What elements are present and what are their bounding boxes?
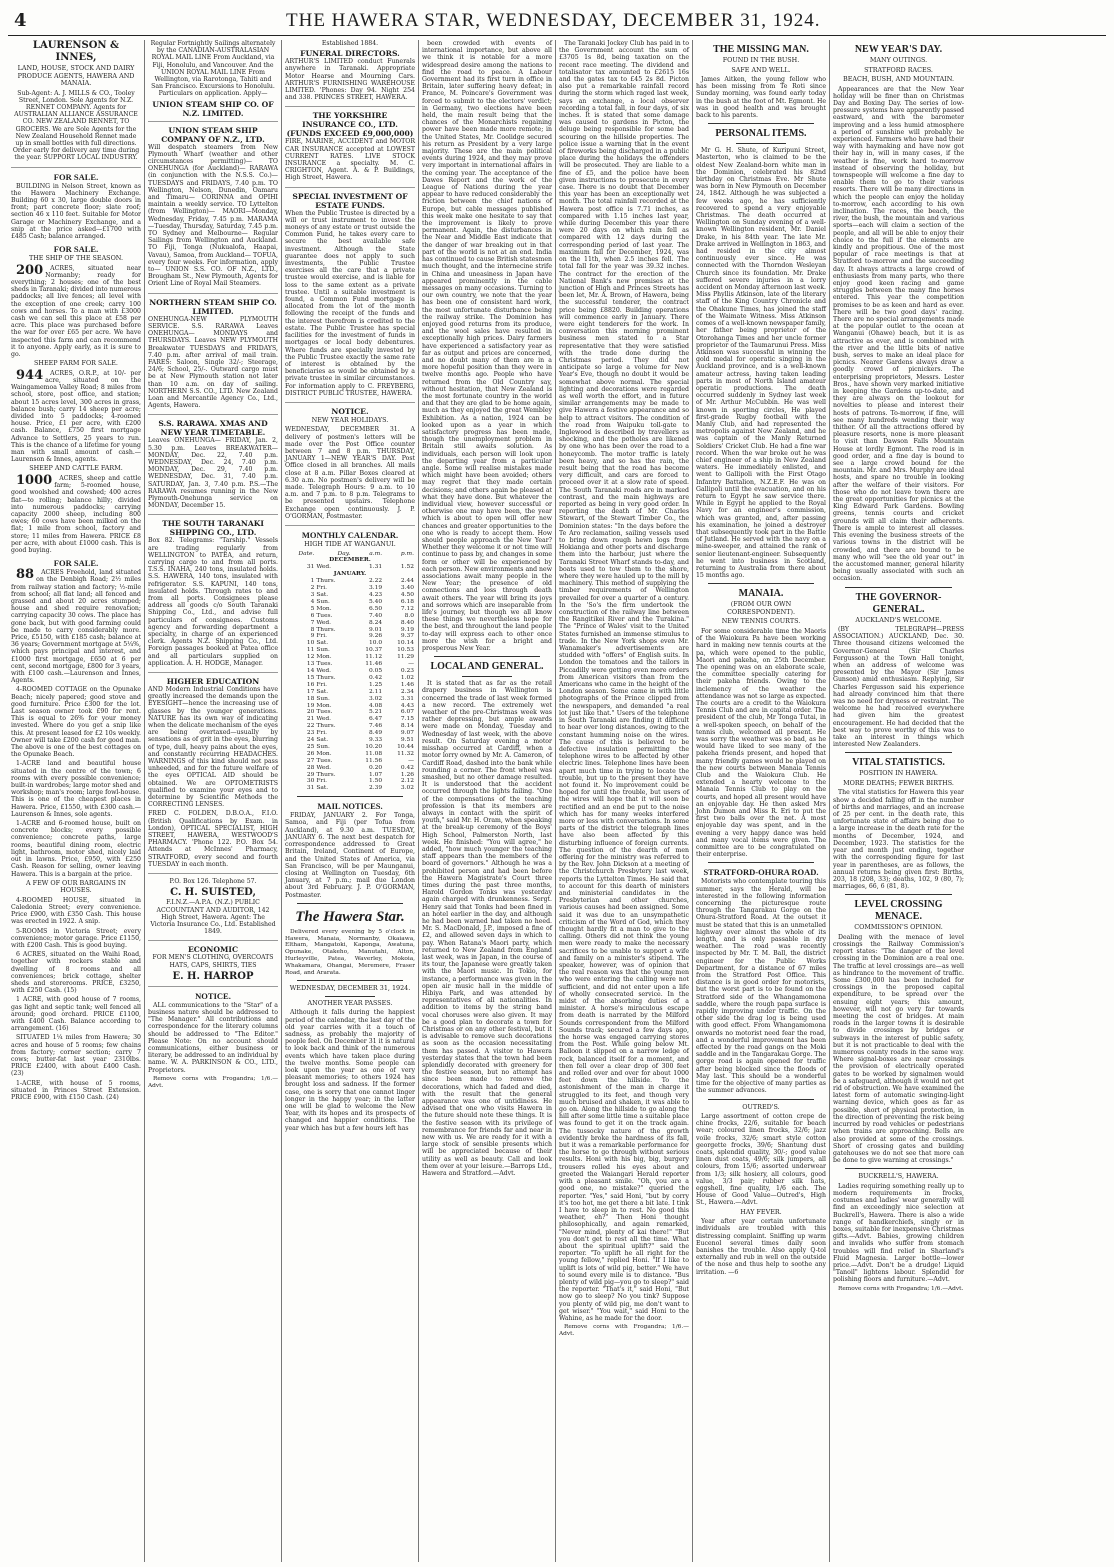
ad-title: S.S. RARAWA. XMAS AND NEW YEAR TIMETABLE. [158, 419, 268, 438]
tide-row [285, 709, 415, 716]
newyear-subheading: BEACH, BUSH, AND MOUNTAIN. [843, 75, 954, 83]
tide-row [285, 585, 415, 592]
acre-number: 200 [16, 262, 44, 278]
tide-cell: 6.18 [400, 598, 414, 605]
tide-row [285, 633, 415, 640]
tide-cell: 15 [306, 674, 315, 681]
tide-cell: 10.20 [365, 743, 383, 750]
ad-title: SPECIAL INVESTMENT OF ESTATE FUNDS. [292, 191, 408, 210]
column-2 [145, 40, 282, 1562]
tide-cell: 0.23 [400, 667, 414, 674]
ad-text: ARTHUR'S LIMITED conduct Funerals anywhere in Taranaki. Appropriate Motor Hearse and Mourning Cars. ARTHUR'S FURNISHING WAREHOUSE LIMITED. 'Phones: Day 94. Night 254 and 338. PRINCES STREET, HAWERA. [285, 58, 415, 102]
ad-text: ONEHUNGA-NEW PLYMOUTH SERVICE. S.S. RARAWA Leaves ONEHUNGA— MONDAYS and THURSDAYS. Leaves NEW PLYMOUTH Breakwater TUESDAYS and FRIDAYS, 7.40 p.m. after arrival of mail train. FARES: Saloon, Single 32/-; Steerage, 24/6; School, 25/-. Outward cargo must be at New Plymouth station not later than 10 a.m. on day of sailing. NORTHERN S.S. CO., LTD. New Zealand Loan and Mercantile Agency Co., Ltd., Agents, Hawera. [148, 315, 278, 410]
sale-listing: 4-ROOMED COTTAGE on the Opunake Beach; nicely papered; good stove and good furniture. Price £300 for the lot. Last season owner took £90 for rent. This is equal to 26% for your money invested. Where do you get a snip like this. At present leased for £2 10s weekly. Owner will take £200 cash for good man. The above is one of the best cottages on the Opunake Beach. [11, 686, 141, 759]
for-sale-heading: FOR SALE. [53, 171, 99, 182]
governor-text: (BY TELEGRAPH—PRESS ASSOCIATION.) AUCKLAND, Dec. 30. Three thousand citizens welcomed the Governor-General (Sir Charles Fergusson) at the Town Hall tonight, when an address of welcome was presented by the Mayor (Sir James Gunson) amid enthusiasm. Replying, Sir Charles Fergusson said his experience had already convinced him that there was no need for dryness or restraint. The welcome he had received everywhere had given him the greatest encouragement. He had decided that the best way to prove worthy of this was to take an interest in things which interested New Zealanders. [833, 626, 964, 749]
tide-cell: 31 [306, 785, 315, 792]
vital-subheading: POSITION IN HAWERA. [859, 769, 938, 778]
newyear-text: Appearances are that the New Year holiday will be finer than on Christmas Day and Boxing Day. The series of low-pressure systems have apparently passed eastward, and with the barometer improving and a less humid atmosphere a period of sunshine will probably be experienced. Farmers who have had their way with haymaking and have now got their hay in, will in many cases, if the weather is fine, work hard to-morrow instead of observing the holiday, but townspeople will welcome a fine day to enable them to go to their various resorts. There will be many directions in which the people can enjoy the holiday to-morrow, each according to his own inclination. The races, the beach, the river, the bush, the mountain and various sports—each will claim a section of the people, and all will be able to enjoy their choice to the full if the elements are kindly and propitious. One of the most popular of race meetings is that at Stratford to-morrow and the succeeding day. It always attracts a large crowd of enthusiasts from many parts, who there enjoy good keen racing and game struggles between the many fine horses entered. This year the competition promises to be as keen and hard as ever. There will be two good days' racing. There are no special arrangements made at the popular outlet to the ocean at Wanganui (Ohawe) beach, but it is as attractive as ever, and is combined with the river and the little bits of native bush, serves to make an ideal place for picnics. Nearer Gardens always draw a goodly crowd of picnickers. The enterprising proprietors, Messrs. Lester Bros., have shown very marked initiative in keeping the Gardens up-to-date, and they are always on the lookout for novelties to please and interest their hosts of patrons. To-morrow, if fine, will see many hundreds wending their way thither. Of all the attractions offered by pleasure resorts, none is more pleasant to visit than Dawson Falls Mountain House at lordly Egmont. The road is in good order, and a fine day is bound to see a large crowd bound for the mountain. Mr. and Mrs. Murphy are ideal hosts, and spare no trouble in looking after the welfare of their visitors. For those who do not leave town there are the great opportunities for picnics at the King Edward Park Gardens. Bowling greens, tennis courts and cricket grounds will all claim their adherents. There is ample to interest all classes. This evening the business streets of the various towns in the district will be crowded, and there are bound to be many who will "see the old year out" in the accustomed manner, general hilarity being usually associated with such an occasion. [833, 85, 964, 583]
tide-cell: 5 [310, 605, 315, 612]
acre-number: 944 [16, 367, 44, 383]
tide-cell: Sat. [316, 640, 329, 647]
tide-cell: Thurs. [316, 771, 336, 778]
listing-heading: THE SHIP OF THE SEASON. [28, 254, 124, 263]
tide-cell: 16 [306, 681, 315, 688]
ad-title: NORTHERN STEAM SHIP CO. LIMITED. [149, 297, 277, 316]
tide-cell: 9.51 [400, 737, 414, 744]
tide-cell: 1.31 [368, 564, 383, 571]
ad-text: Established 1884. [321, 40, 379, 47]
ad-title: NOTICE. [331, 406, 369, 416]
tide-cell: 24 [306, 737, 315, 744]
ad-text: F.I.N.Z.—A.P.A. (N.Z.) PUBLIC ACCOUNTANT AND AUDITOR, 142 High Street, Hawera. Agent: The Victoria Insurance Co., Ltd. Established 1849. [150, 899, 276, 936]
tide-column-header: a.m. [369, 550, 383, 557]
tide-cell: 8.0 [404, 612, 414, 619]
ad-title: UNION STEAM SHIP CO. OF N.Z. LIMITED. [152, 99, 274, 118]
tide-cell: 5.21 [368, 709, 383, 716]
tide-cell: Fri. [316, 633, 328, 640]
tide-month-label: DECEMBER. [329, 556, 371, 564]
column-4 [419, 40, 556, 1562]
holidays-notice [285, 407, 415, 526]
governor-heading: THE GOVERNOR-GENERAL. [855, 591, 942, 615]
column-1 [8, 40, 145, 1562]
notice-heading: NOTICE. [195, 990, 231, 1001]
listing-heading: A FEW OF OUR BARGAINS IN HOUSES. [25, 878, 126, 895]
tide-cell: 9.01 [368, 626, 383, 633]
tide-cell: 31 [306, 564, 315, 571]
tide-row [285, 627, 415, 634]
tide-cell: 26 [306, 750, 315, 757]
tide-row [285, 785, 415, 792]
ad-title: FUNERAL DIRECTORS. [300, 49, 400, 59]
tide-cell: 1.52 [400, 564, 414, 571]
missing-subheading: FOUND IN THE BUSH. [722, 56, 800, 64]
local-heading: LOCAL AND GENERAL. [430, 661, 544, 673]
sale-listing: 5-ROOMS in Victoria Street; every convenience; motor garage. Price £1150, with £200 Cash. This is good buying. [11, 927, 141, 949]
leader-heading: ANOTHER YEAR PASSES. [307, 998, 393, 1007]
tide-cell: 2.44 [400, 578, 414, 585]
tide-cell: 7 [310, 619, 315, 626]
tide-cell: Fri. [316, 730, 328, 737]
tide-cell: 9.26 [368, 633, 383, 640]
tide-cell: Sat. [316, 737, 329, 744]
tide-cell: 3.02 [400, 785, 414, 792]
sale-listing: 1-ACRE and 6-roomed house, built on concrete blocks; every possible convenience; concrete paths, large rooms, beautiful dining room, electric light, bathroom, motor shed, nicely laid out in lawns. Price, £950, with £250 Cash. Reason for selling, owner leaving Hawera. This is a bargain at the price. [11, 820, 141, 878]
tide-cell: 2 [310, 585, 315, 592]
for-sale-heading: FOR SALE. [53, 244, 99, 255]
ad-text: WEDNESDAY, DECEMBER 31. A delivery of postmen's letters will be made over the Post Office counter between 7 and 8 p.m. THURSDAY, JANUARY 1—NEW YEAR'S DAY. Post Office closed in all branches. All mails close at 8 a.m. Pillar Boxes cleared at 6.30 a.m. No postmen's delivery will be made. Telegraph Hours: 9 a.m. to 10 a.m. and 7 p.m. to 8 p.m. Telegrams to be presented upstairs. Telephone Exchange open continuously. J. P. O'GORMAN, Postmaster. [285, 426, 415, 520]
tide-cell: Thurs. [316, 674, 336, 681]
tide-cell: 5.40 [368, 598, 383, 605]
stratford-heading: STRATFORD-OHURA ROAD. [703, 867, 819, 878]
tide-cell: Sun. [316, 695, 330, 702]
outred-heading: OUTRED'S. [742, 1102, 780, 1111]
tide-cell: 30 [306, 778, 315, 785]
tide-cell: Sat. [316, 785, 329, 792]
ad-text: FOR MEN'S CLOTHING, OVERCOATS HATS, CAPS, SHIRTS, TIES [152, 954, 274, 969]
tide-cell: 9.19 [400, 626, 414, 633]
tide-cell: 20 [306, 709, 315, 716]
tide-cell: Wed. [316, 667, 332, 674]
laurenson-ad [11, 40, 141, 168]
tide-cell: Mon. [316, 702, 332, 709]
tide-cell: Tues. [316, 612, 333, 619]
tide-cell: 11.12 [365, 654, 383, 661]
tide-cell: 7.12 [400, 605, 414, 612]
notice-subtitle: NEW YEAR HOLIDAYS. [311, 415, 389, 424]
crossing-text: Dealing with the menace of level crossings the Railway Commission's report states: "The danger of the level crossing in the Dominion are a real one. The traffic at level crossings are—as well as hindrance to the movement of traffic. Some £300,000 has been included for crossings in the proposed capital expenditure, to be spread over the ensuing eight years; this amount, however, will not go very far towards meeting the cost of bridges. At main roads in the larger towns it is desirable to divide crossings by bridges or subways in the interest of public safety, but it is not practicable to deal with the numerous county roads in the same way. Where signal-boxes are near crossings the provision of electrically operated gates to be worked by signalmen would be a safeguard, although it would not get rid of obstruction. We have examined the latest form of automatic swinging-light warning device, which goes as far as possible, short of physical protection, in the direction of preventing the risk being incurred by road vehicles or pedestrians when trains are approaching. Bells are also provided at some of the crossings. Short of crossing gates and building gatehouses we do not see that more can be done to give warning at crossings." [833, 933, 964, 1165]
tide-cell: Sat. [316, 592, 329, 598]
tide-cell: Tues. [316, 709, 333, 716]
tide-cell: 8.40 [400, 619, 414, 626]
tide-cell: 11.56 [365, 757, 383, 764]
tide-cell: 6.07 [400, 709, 414, 716]
tide-cell: 4.50 [400, 592, 414, 598]
tide-row [285, 661, 415, 668]
tide-cell: 1 [310, 578, 315, 585]
xmas-timetable-ad [148, 419, 278, 515]
tide-row [285, 730, 415, 737]
ad-text: When the Public Trustee is directed by a will or trust instrument to invest the moneys of any estate or trust outside the Common Fund, he takes every care to secure the best available safe investment. Although the State guarantee does not apply to such investments, the Public Trustee exercises all the care that a private trustee would exercise, and is liable for loss to the same extent as a private trustee. Until a suitable investment is found, a Common Fund mortgage is allocated from the lot of the month following the receipt of the funds and the interest therefrom is credited to the estate. The Public Trustee has special facilities for the investment of funds in mortgages or local body debentures. Where funds are specially invested by the Public Trustee exactly the same rate of interest is obtained by the beneficiaries as would be obtained by a private trustee in similar circumstances. For information apply to C. FREYBERG, DISTRICT PUBLIC TRUSTEE, HAWERA. [285, 209, 415, 397]
ad-text: Sub-Agent: A. J. MILLS & CO., Tooley Street, London. Sole Agents for N.Z. RENNET COMPANY. Agents for AUSTRALIAN ALLIANCE ASSURANCE CO. NEW ZEALAND RENNET, TO GROCERS. We are Sole Agents for the New Zealand Household Rennet made up in small bottles with full directions. Order early for delivery any time during the year. SUPPORT LOCAL INDUSTRY. [12, 89, 140, 162]
tide-cell: 11.29 [397, 654, 414, 661]
local-continued: The Taranaki Jockey Club has paid in to the Government account the sum of £3705 1s 8d, being taxation on the recent race meeting. The dividend and totalisator tax amounted to £2615 16s and the gates tax to £45 2s 8d. Picton also put a remarkable rainfall record during the storm which raged last week, says an exchange, a local observer recording a total fall, in four days, of six inches. It is stated that some damage was caused to gardens in Picton, the deluge being responsible for some bad scouring on the hillside properties. The police issue a warning that in the event of fireworks being discharged in a public place during the holidays the offenders will be prosecuted. They are liable to a fine of £5, and the police have been given instructions to prosecute in every case. There is no doubt that December this year has been an exceptionally wet month. The total rainfall recorded at the Hawera post office is 7.71 inches, as compared with 1.15 inches last year, while during December this year there were 20 days on which rain fell as compared with 12 days during the corresponding period of last year. The maximum fall for December, 1924, was on the 11th, when 2.5 inches fell. The total fall for the year was 39.32 inches. The contract for the erection of the National Bank's new premises at the junction of High and Princes Streets has been let, Mr. A. Brown, of Hawera, being the successful tenderer, the contract price being £8820. Building operations will commence early in January. There were eight tenderers for the work. In conversation this morning prominent business men stated to a Star representative that they were satisfied with the trade done during the Christmas period. They did not anticipate so large a volume for New Year's Eve, though no doubt it would be somewhat above normal. The special lighting and decorations were regarded as well worth the effort, and in future similar arrangements may be made to give Hawera a festive appearance and so help to attract visitors. The condition of the road from Waipuku toll-gate to Inglewood is described by travellers as shocking, and the potholes are likened by one who has been over the road to a honeycomb. The motor traffic is lately been heavy, and so has the rain, the result being that the road has become very difficult, and cars are forced to proceed over it at a slow rate of speed. The South Taranaki roads are in marked contrast, and the main highways are reported as being in very good order. In reporting the death of Mr. Charles Stewart, of the Stewart Timber Co., the Dominion states: "In the days before the Te Aro reclamation, sailing vessels used to bring down rough hewn logs from Hokianga and other ports and discharge them into the harbour, just where the Taranaki Street Wharf stands to-day, and boats used to tow them to the shore, where they were hauled up to the mill by machinery. This method of supplying the timber requirements of Wellington prevailed for over a quarter of a century. In the 'So's the firm undertook the construction of the railway line between the Rangitikei River and the Turakina." The "Prince of Wales' visit to the United States furnished an immense stimulus to trade. In the New York shops even Mr. Wanamaker's advertisements are studded with "offers" of English suits. In London the tomatoes and the tailors in Piccadilly were getting even more orders from American visitors than from the Americans who came in the height of the London season. Some came in with little photographs of the Prince clipped from the newspapers, and demanded "a real lot just like that." Users of the telephone in South Taranaki are finding it difficult to hear over long distances, owing to the constant humming noise on the wires. The cause of this is believed to be defective insulation permitting the telephone wires to be affected by other electric lines. Telephone lines have been apart much time in trying to locate the trouble, but up to the present they have not found it. No improvement could be hoped for until the trouble, but users of the wires will hope that it will soon be rectified and an end be put to the noise which has for many weeks interfered more or less with conversations. In some parts of the district the telegraph lines have also been affected by this disturbing influence of foreign currents. The question of the dearth of men offering for the ministry was referred to by the Rev. John Dickson at a meeting of the Christchurch Presbytery last week, reports the Lyttelton Times. He said that to account for this dearth of ministers and ministerial candidates in the Presbyterian and other churches, various causes had been assigned. Some said it was due to an unsympathetic criticism of the Word of God, which they thought hardly fit a man to give to the calling. Others did not think the young men were ready to make the necessary sacrifices to be unable to support a wife and family on a minister's stipend. The speaker, however, was of opinion that the real reason was that the young men who were entering the calling were not sufficient, and did not enter upon a life of wholly consecrated service. In the midst of the absorbing duties of a minister. A horse's miraculous escape from death is narrated by the Milford Sounds correspondent from the Milford Sounds track; secured a few days ago, the horse was engaged carrying stores from the Post. While going below Mt. Balloon it slipped on a narrow ledge of rock, balanced itself for a moment, and then fell over a clear drop of 300 feet and rolled over and over for about 1000 feet down the hillside. To the astonishment of the man in charge it struggled to its feet, and though very much bruised and shaken, it was able to go on. Along the hillside to go along the hill after some little time a suitable place was found to get it on the track again. The tussocky nature of the growth evidently broke the hardness of its fall, but it was a remarkable performance for the horse to go through without serious results. Honi with his big, big, burgery trousers rolled his eyes about and greeted the Waiangari Herald reporter with a pleasant smile. "Oh, you are a good one, no mistake?" queried the reporter. "Yes," said Honi, "but by corry it's too hot, me get there a bit late. I tink I have to sleep in to rest. No good this weather, eh?" Then Honi thought philosophically, and again remarked, "Never mind, plenty of kai there!" "But you don't get to rest all the time. What about the spiritual uplift?" said the reporter. "To uplift he all right for the young fellow," replied Honi. "If I like to uplift is lots of wild pig, better." We have to sound every mile is to distance. "Bus plenty of wild pig—you go to sleep?" said the reporter. "That's it," said Honi, "But now go to sleep? No you tink? Suppose you plenty of wild pig, me don't want to get wiser." "You wait," said Honi to the Wahine, as he made for the door. [559, 40, 689, 1322]
tide-cell: 2.11 [368, 688, 383, 695]
tide-cell: 8.14 [400, 723, 414, 730]
crossing-subheading: COMMISSION'S OPINION. [854, 923, 943, 932]
tide-cell: Wed. [316, 764, 332, 771]
tide-cell: 12 [306, 654, 315, 661]
tide-cell: 2.12 [400, 778, 414, 785]
ad-text: Will despatch steamers from New Plymouth Wharf (weather and other circumstances permitting)— TO ONEHUNGA (for Auckland)— RARAWA (in conjunction with the N.S.S. Co.)— TUESDAYS and FRIDAYS, 7.40 p.m. TO Wellington, Nelson, Dunedin, Oamaru and Timaru— CORINNA and OPIHI maintain a weekly service. TO Lyttelton (from Wellington)— MAORI—Monday, Wednesday, Friday, 7.45 p.m. MARAMA—Tuesday, Thursday, Saturday, 7.45 p.m. TO Sydney and Melbourne— Regular Sailings from Wellington and Auckland. TO Fiji, Tonga (Nukualofa, Haapai, Vavau), Samoa, from Auckland— TOFUA, every four weeks. For information, apply to— UNION S.S. CO. OF N.Z., LTD., Brougham St., New Plymouth, Agents for Orient Line of Royal Mail Steamers. [148, 143, 278, 288]
tide-cell: 4.43 [400, 702, 414, 709]
crossing-heading: LEVEL CROSSING MENACE. [854, 899, 943, 923]
ad-title: THE SOUTH TARANAKI SHIPPING CO., LTD. [162, 519, 264, 538]
personal-heading: PERSONAL ITEMS. [715, 128, 807, 140]
tide-cell: Mon. [316, 605, 332, 612]
missing-text: James Aitken, the young fellow who has been missing from Te Roti since Sunday morning, was found early today in the bush at the foot of Mt. Egmont. He was in good health and was brought back to his parents. [696, 76, 826, 120]
tide-column-header: Day. [337, 550, 351, 557]
tide-cell: 10.53 [397, 647, 414, 654]
tide-cell: 0.42 [400, 764, 414, 771]
tide-row [285, 772, 415, 779]
tide-cell: Fri. [316, 778, 328, 785]
newspaper-title: THE HAWERA STAR, WEDNESDAY, DECEMBER 31, 1924. [286, 10, 821, 31]
tide-row [285, 696, 415, 703]
vital-subheading: MORE DEATHS; FEWER BIRTHS. [843, 778, 954, 787]
tide-cell: 1.02 [400, 674, 414, 681]
ad-title: C. H. SUISTED, [170, 887, 256, 899]
tide-cell: Wed. [316, 716, 332, 723]
tide-row [285, 778, 415, 785]
manaia-subheading: (FROM OUR OWN CORRESPONDENT). [726, 600, 796, 616]
tide-heading: HIGH TIDE AT WANGANUI. [304, 540, 396, 549]
buckrell-text: Ladies requiring something really up to modern requirements in frocks, costumes and ladies' wear generally will find an exceedingly nice selection at Buckrell's, Hawera. There is also a wide range of handkerchiefs, singly or in boxes, suitable for inexpensive Christmas gifts.—Advt. Babies, growing children and invalids who suffer from stomach troubles will find relief in Sharland's Fluid Magnesia. Larger bottle—lower price.—Advt. Don't be a drudge! Liquid "Tanoil" lightens labour. Splendid for polishing floors and furniture.—Advt. [833, 1182, 964, 1284]
tide-cell: 0.42 [368, 674, 383, 681]
column-6 [693, 40, 830, 1562]
tide-row [285, 737, 415, 744]
advt-line: Remove corns with Frogandra; 1/6.—Advt. [148, 1075, 278, 1089]
newyear-heading: NEW YEAR'S DAY. [854, 44, 943, 55]
sale-listing: ACRES, sheep and cattle farm; 5-roomed house, good woolshed and cowshed; 400 acres flat—to rolling; balance hilly; divided into numerous paddocks; carrying capacity 2000 sheep, including 800 ewes; 60 cows have been milked on the flat; 1 mile from school, factory and store; 11 miles from Hawera. PRICE £8 per acre, with about £1000 cash. This is good buying. [11, 474, 141, 554]
tide-cell: Sun. [316, 743, 330, 750]
mail-heading: MAIL NOTICES. [317, 801, 383, 812]
tide-cell: — [408, 661, 414, 668]
tide-cell: 7.40 [368, 612, 383, 619]
tide-cell: 4.23 [368, 592, 383, 598]
tide-cell: 17 [306, 688, 315, 695]
tide-cell: 11 [306, 647, 315, 654]
leader-continued: been crowded with events of international importance, but above all we think it is notable for a more widespread desire among the nations to find the road to peace. A Labour Government had its first turn in office in Britain, later suffering heavy defeat; in France, M. Poincare's Government was forced to submit to the electors' verdict; in Germany, two elections have been held, the main result being that the chances of the Monarchists regaining power have been made more remote; in the United States, Mr. Coolidge secured his return as President by a very large majority. These are the main political events during 1924, and they may prove very important in international affairs in the coming year. The acceptance of the Dawes Report and the work of the League of Nations during the year appear to have reduced considerably the friction between the chief nations of Europe, but cable messages published this week make one hesitate to say that the improvement is likely to prove permanent. Again, the disturbances in the Near and Middle East indicate that the danger of war breaking out in that part of the world is not at an end. India has continued to cause British statesmen much thought, and the internecine strife in China and uneasiness in Japan have appeared prominently in the cable messages on many occasions. Turning to our own country, we note that the year has been one of consistent hard work, the most unfortunate disturbance being the railway strike. The Dominion has enjoyed good returns from its produce, and the wool sales have resulted in exceptionally high prices. Dairy farmers have experienced a satisfactory year as far as output and prices are concerned, and no doubt many of them are in a more hopeful position than they were in twelve months ago. People who have returned from the Old Country say, without hesitation, that New Zealand is the most fortunate country in the world and that they are glad to be home again, much as they enjoyed the great Wembley Exhibition. As a nation, 1924 can be looked upon as a year in which satisfactory progress has been made, though the unemployment problem in Britain still awaits solution. As individuals, each person will look upon the departing year from a particular angle. Some will realise mistakes made which might have been avoided; others may regret that they made certain decisions; and others again be pleased at what they have done. But whatever the individual view, however successful or otherwise one may have been, the year which is about to open will offer new chances and greater opportunities to the one who is ready to accept them. How should people approach the New Year? Whether they welcome it or not time will continue to pass by, and changes in some form or other will be experienced by each person. New environments and new associations await many people in the New Year; the presence of old connections and loss through death await others. The year will bring its joys and sorrows which are inseparable from life's journey, but though we all know these things we nevertheless hope for the best, and throughout the land people to-day will express each to other once more the wish for a bright and prosperous New Year. [422, 40, 552, 653]
sale-listing: 1 ACRE, with good house of 7 rooms, gas light and septic tank; well fenced all around; good orchard. PRICE £1100, with £400 Cash. Balance according to arrangement. (16) [11, 996, 141, 1033]
tide-row [285, 613, 415, 620]
tide-cell: Sun. [316, 598, 330, 605]
tide-cell: 19 [306, 702, 315, 709]
tide-row [285, 675, 415, 682]
ad-text: Box 82. Telegrams: "Tarship." Vessels are trading regularly from WELLINGTON to PATEA, and return, carrying cargo to and from all ports. T.S.S. INAHA, 240 tons, insulated holds. S.S. HAWERA, 140 tons, insulated with refrigerator. S.S. KAPUNI, 140 tons, insulated holds. Through rates to and from all ports. Consignees please address all goods c/o South Taranaki Shipping Co., Ltd., and advise full particulars of consignees. Customs agency and forwarding department a specialty, in charge of an experienced clerk. Agents N.Z. Shipping Co., Ltd. Foreign passages booked at Patea office and all particulars supplied on application. A. H. HODGE, Manager. [148, 537, 278, 667]
delivery-blurb: Delivered every evening by 5 o'clock in Hawera, Manaia, Normanby, Okaiawa, Eltham, Mangatoki, Kaponga, Awatuna, Opunake, Otakeho, Manutahi, Alton, Hurleyville, Patea, Waverley, Mokoia, Whakamara, Ohangai, Meremere, Fraser Road, and Ararata. [285, 928, 415, 976]
tide-cell: 22 [306, 723, 315, 730]
tide-cell: 0.05 [368, 667, 383, 674]
leader-text: Although it falls during the happiest period of the calendar, the last day of the old year carries with it a touch of sadness, as probably the majority of people feel. On December 31 it is natural to look back and think of the numerous events which have taken place during the twelve months. Some people can look upon the year as one of very pleasant memories; to others 1924 has brought loss and sadness. If the former case, one is sorry that one cannot linger longer in the happy year; in the latter one will be glad to welcome the New Year, with its hopes and its prospects of changed and happier conditions. The year which has but a few hours left has [285, 1009, 415, 1132]
tide-row [285, 578, 415, 585]
sale-listing: ACRES, O.R.P., at 10/- per acre, situated on the Waingamemoa Valley Road; 8 miles from school, store, post office, and station; about 15 acres level, 300 acres in grass, balance bush; carry 14 sheep per acre; divided into 5 paddocks; 4-roomed house. Price, £1 per acre, with £200 cash. Balance, £750 first mortgage Advance to Settlers, 25 years to run. This is the chance of a lifetime for young man with small amount of cash.—Laurenson & Innes, agents. [11, 369, 141, 464]
advt-line: Remove corns with Frogandra; 1/6.—Advt. [559, 1324, 689, 1337]
optician-ad [148, 677, 278, 874]
sale-listing: 1-ACRE, with house of 5 rooms, situated in Princes Street Extension. PRICE £900, with £150 Cash. (24) [11, 1079, 141, 1101]
tide-cell: 13 [306, 661, 315, 668]
tide-cell: 11.08 [365, 750, 383, 757]
tide-cell: 14 [306, 667, 315, 674]
tide-row [285, 592, 415, 599]
tide-table [285, 551, 415, 793]
tide-cell: 8 [310, 626, 315, 633]
tide-row [285, 703, 415, 710]
tide-cell: 2.34 [400, 688, 414, 695]
tide-cell: Fri. [316, 585, 328, 592]
page-number: 4 [14, 10, 27, 31]
column-5 [556, 40, 693, 1562]
tide-cell: Mon. [316, 654, 332, 661]
tide-cell: 0.20 [368, 764, 383, 771]
tide-cell: 6.50 [368, 605, 383, 612]
ad-text: Regular Fortnightly Sailings alternately by the CANADIAN-AUSTRALASIAN ROYAL MAIL LINE From Auckland, via Fiji, Honolulu, and Vancouver. And the UNION ROYAL MAIL LINE From Wellington, via Rarotonga, Tahiti and San Francisco. Excursions to Honolulu. Particulars on application. Apply— [150, 40, 276, 98]
tide-cell: 10.14 [397, 640, 414, 647]
tide-row [285, 668, 415, 675]
acre-number: 1000 [16, 472, 53, 488]
south-taranaki-shipping-ad [148, 519, 278, 673]
tide-cell: 27 [306, 757, 315, 764]
tide-cell: 8.49 [368, 730, 383, 737]
tide-cell: 18 [306, 695, 315, 702]
columns [8, 40, 1106, 1562]
manaia-text: For some considerable time the Maoris of the Waiokura Pa have been working hard in making new tennis courts at the pa, which were opened to the public, Maori and pakeha, on 25th December. The opening was on an elaborate scale, the committee specially catering for their pakeha friends. Owing to the inclemency of the weather the attendance was not so large as expected. The courts are a credit to the Waiokura Tennis Club and are in capital order. The president of the club, Mr Tonga Tutai, in a well-spoken speech, on behalf of the tennis club, welcomed all present. He was sorry the weather was so bad, as he would have liked to see many of the pakeha friends present, and hoped that many friendly games would be played on the new courts between Manaia Tennis Club and the Waiokura Club. He extended a hearty welcome to the Manaia Tennis Club to play on the courts, and hoped all present would have an enjoyable day. He then asked Mrs John Dumon and Miss R. Eri to put the first two balls over the net. A most enjoyable day was spent, and in the evening a very happy dance was held and many vocal items were given. The committee are to be congratulated on their enterprise. [696, 627, 826, 859]
personal-text: Mr G. H. Shute, of Kuripuni Street, Masterton, who is claimed to be the oldest New Zealand-born white man in the Dominion, celebrated his 82nd birthday on Christmas Eve. Mr Shute was born in New Plymouth on December 24, 1842. Although he was subjected a few weeks ago, he has sufficiently recovered to spend a very enjoyable Christmas. The death occurred at Wellington on Sunday evening of a well-known Wellington resident, Mr. Daniel Drake, in his 84th year. The late Mr. Drake arrived in Wellington in 1863, and had resided in the city almost continuously ever since. He was connected with the Thorndon Wesleyan Church since its foundation. Mr. Drake suffered severe injuries in a lorry accident on Monday afternoon last week. Miss Phyllis Atkinson, late of the literary staff of the King Country Chronicle and the Ohakune Times, has joined the staff of the Waimate Witness. Miss Atkinson comes of a well-known newspaper family, her father being proprietor of the Otorohanga Times and her uncle former proprietor of the Taumarunui Press. Miss Atkinson was successful in winning the gold medal for operatic singing in the Auckland province, and is a well-known amateur actress, having taken leading parts in most of North Island amateur operatic productions. The death occurred suddenly in Sydney last week of Mr. Arthur McCubbin. He was well known in sporting circles, He played first-grade Rugby football with the Manly Club, and had represented the metropolis against New Zealand, and he was captain of the Manly Returned Soldiers' Cricket Club. He had a fine war record. When the war broke out he was chief engineer of a ship in New Zealand waters. He immediately enlisted, and went to Gallipoli with the First Otago Infantry Battalion, N.Z.E.F. He was on Gallipoli until the evacuation, and on his return to Egypt he saw service there. While in Egypt he applied to the Royal Navy for an engineer's commission, which was granted, and, after passing his examination, he joined a destroyer that subsequently took part in the Battle of Jutland. He served with the navy on a mine-sweeper, and attained the rank of senior lieutenant-engineer. Subsequently he went into business in Scotland, returning to Australia from there about 15 months ago. [696, 147, 826, 580]
tide-cell: 3.31 [400, 695, 414, 702]
missing-subheading: SAFE AND WELL. [731, 65, 791, 74]
listing-heading: SHEEP AND CATTLE FARM. [29, 464, 123, 473]
tide-row [285, 689, 415, 696]
sale-listing: 4-ROOMED HOUSE, situated in Caledonia Street; every convenience. Price £900, with £350 Cash. This house was erected in 1922. A snip. [11, 896, 141, 926]
union-steam-ad [148, 126, 278, 294]
tide-cell: 3.40 [400, 585, 414, 592]
tide-cell: 25 [306, 743, 315, 750]
vital-text: The vital statistics for Hawera this year show a decided falling off in the number of births and marriages, and an increase of 25 per cent. in the death rate, this unfortunate state of affairs being due to a large increase in the death rate for the months of December, 1924, and December, 1923. The statistics for the year and month just ending, together with the corresponding figure for last year in parentheses, are as follows, the annual returns being given first: Births, 203, 18 (208, 33); deaths, 102, 9 (80, 7); marriages, 66, 6 (81, 8). [833, 789, 964, 891]
tide-cell: 6.47 [368, 716, 383, 723]
hayfever-text: Year after year certain unfortunate individuals are troubled with this distressing complaint. Sniffing up warm Eucenol several times daily soon banishes the trouble. Also apply Q-tol externally and rub in well on the outside of the nose and thus help to soothe any irritation. —6 [696, 1218, 826, 1276]
tide-cell: Sun. [316, 647, 330, 654]
tide-row [285, 765, 415, 772]
sale-listing: SITUATED 1¼ miles from Hawera; 30 acres and house of 5 rooms; few chains from factory; corner section; carry 7 cows; butter-fat last year 2310lbs. PRICE £2400, with about £400 Cash. (23) [11, 1034, 141, 1078]
tide-cell: 2.39 [368, 785, 383, 792]
tide-cell: Tues. [316, 661, 333, 668]
column-7 [830, 40, 967, 1562]
date-line: WEDNESDAY, DECEMBER 31, 1924. [289, 984, 411, 993]
sale-listing: BUILDING in Nelson Street, known as the Hawera Machinery Exchange. Building 60 x 30, large double doors in front; part concrete floor; slate roof; section 46 x 110 feet. Suitable for Motor Garage or Machinery Exchange, and a snip at the price asked—£1700 with £485 Cash; balance arranged. [11, 182, 141, 240]
tide-column-header: p.m. [400, 550, 414, 557]
tide-cell: Mon. [316, 750, 332, 757]
tide-row [285, 751, 415, 758]
tide-cell: 3 [310, 592, 315, 598]
tide-cell: 11.46 [365, 661, 383, 668]
tide-row [285, 640, 415, 647]
acre-number: 88 [16, 567, 35, 583]
tide-row [285, 716, 415, 723]
tide-cell: — [408, 757, 414, 764]
accountant-ad [148, 878, 278, 941]
tide-cell: 9.37 [400, 633, 414, 640]
ad-title: E. H. HARROP [172, 970, 254, 982]
mail-text: FRIDAY, JANUARY 2. For Tonga, Samoa, and Fiji (per Tofua from Auckland), at 9.30 a.m. TUESDAY, JANUARY 6. The next best despatch for correspondence addressed to Great Britain, Ireland, Continent of Europe, and the United States of America, via San Francisco, will be per Maunganui, closing at Wellington on Tuesday, 6th January, at 7 p.m.; mail due London about 3rd February. J. P. O'GORMAN, Postmaster. [285, 812, 415, 899]
ad-subtitle: LAND, HOUSE, STOCK AND DAIRY PRODUCE AGENTS, HAWERA AND MANAIA. [17, 64, 135, 87]
ad-title: THE YORKSHIRE INSURANCE CO., LTD. (FUNDS EXCEED £9,000,000) [286, 111, 414, 139]
tide-cell: 2.22 [368, 578, 383, 585]
tide-cell: 10.37 [365, 647, 383, 654]
tide-column-header: Date. [298, 550, 315, 557]
tide-cell: 11.32 [397, 750, 414, 757]
tide-row [285, 620, 415, 627]
sale-listing: 6 ACRES, situated on the Waihi Road, together with rockers stable and dwelling of 8 rooms and all conveniences; brick cottage, shelter sheds and storerooms. PRICE, £3250, with £250 Cash. (15) [11, 951, 141, 995]
ad-title: HIGHER EDUCATION [166, 677, 260, 687]
tide-cell: 10 [306, 640, 315, 647]
tide-cell: Thurs. [316, 723, 336, 730]
ad-text: P.O. Box 126. Telephone 57. [169, 878, 257, 886]
tide-row [285, 744, 415, 751]
masthead [8, 10, 1106, 36]
advt-line: Remove corns with Frogandra; 1/6.—Advt. [838, 1285, 964, 1292]
sale-listing: ACRES, situated near Normanby; ready for everything; 2 houses; one of the best sheds in Taranaki; divided into numerous paddocks; all live fences; all level with the exception of one creek; carry 100 cows and horses. To a man with £3000 cash we can sell this place at £58 per acre. This place was purchased before the war for over £65 per acre. We have inspected this farm and can recommend it to anyone. Apply early, as it is sure to go. [11, 264, 141, 359]
tide-row [285, 606, 415, 613]
tide-cell: 4 [310, 598, 315, 605]
tide-cell: 1.25 [368, 681, 383, 688]
tide-cell: 7.46 [368, 723, 383, 730]
tide-cell: Fri. [316, 681, 328, 688]
paper-masthead: The Hawera Star. [295, 908, 405, 925]
ad-title: LAURENSON & INNES, [32, 40, 120, 63]
calendar-heading: MONTHLY CALENDAR. [301, 530, 399, 541]
tide-cell: 3.02 [368, 695, 383, 702]
tide-cell: Wed. [316, 619, 332, 626]
manaia-heading: MANAIA. [738, 588, 784, 600]
tide-cell: 28 [306, 764, 315, 771]
tide-cell: 23 [306, 730, 315, 737]
listing-heading: SHEEP FARM FOR SALE. [34, 359, 118, 368]
tide-cell: 9 [310, 633, 315, 640]
ad-text: Leaves ONEHUNGA— FRIDAY, Jan. 2, 5.30 p.m. Leaves BREAKWATER— MONDAY, Dec. 22, 7.40 p.m. WEDNESDAY, Dec. 24, 7.40 p.m. MONDAY, Dec. 29, 7.40 p.m. WEDNESDAY, Dec. 31, 7.40 p.m. SATURDAY, Jan. 3, 7.40 p.m. P.S.—The RARAWA resumes running in the New Plymouth-Onehunga service on MONDAY, December 15. [148, 437, 278, 510]
tide-cell: 1.50 [368, 778, 383, 785]
northern-steam-ad [148, 298, 278, 416]
tide-cell: Sat. [316, 688, 329, 695]
tide-row [285, 682, 415, 689]
tide-row [285, 599, 415, 606]
tide-cell: 1.26 [400, 771, 414, 778]
insurance-ad [285, 111, 415, 187]
clothing-ad [148, 945, 278, 986]
ad-title: UNION STEAM SHIP COMPANY OF N.Z., LTD. [161, 125, 265, 144]
tennis-subheading: NEW TENNIS COURTS. [721, 617, 801, 626]
buckrell-heading: BUCKRELL'S, HAWERA. [858, 1172, 939, 1181]
for-sale-heading: FOR SALE. [53, 558, 99, 569]
column-3 [282, 40, 419, 1562]
newyear-subheading: STRATFORD RACES. [864, 65, 933, 74]
public-trustee-ad [285, 192, 415, 403]
tide-cell: 1.46 [400, 681, 414, 688]
vital-heading: VITAL STATISTICS. [852, 757, 945, 769]
tide-cell: 21 [306, 716, 315, 723]
missing-heading: THE MISSING MAN. [713, 44, 809, 55]
sale-listing: ACRES Freehold, land situated on the Denbigh Road; 2½ miles from railway station and factory; ½-mile from school; all flat land; all fenced and grassed and about 20 acres stumped; house and shed require renovation; carrying capacity 30 cows. The place has gone back, but with good farming could be made to carry considerably more. Price, £5150, with £185 cash; balance at 36 years; Government mortgage at 5¼%, which pays principal and interest, and £1000 first mortgage, £650 at 6 per cent, second mortgage, £800 for 3 years, with £100 cash.—Laurenson and Innes, Agents. [11, 569, 141, 685]
ad-text: FRED C. FOLDEN, D.B.O.A., F.I.O. (British Qualifications by Exam. in London), OPTICAL SPECIALIST, HIGH STREET, HAWERA, WESTWOOD'S PHARMACY. 'Phone 122. P.O. Box 54. Attends at McInnes' Pharmacy, STRATFORD, every second and fourth TUESDAY in each month. [148, 810, 278, 868]
notice-text: ALL communications to the "Star" of a business nature should be addressed to "The Manager." All contributions and correspondence for the literary columns should be addressed to "The Editor." Please Note: On no account should communications, either business or literary, be addressed to an individual by name. W. A. PARKINSON & CO., LTD., Proprietors. [148, 1001, 278, 1074]
tide-month-label: JANUARY. [333, 570, 367, 578]
tide-row [285, 654, 415, 661]
local-text: It is stated that as far as the retail drapery business in Wellington is concerned the trade of last week formed a new record. The extremely wet weather of the pre-Christmas week was rather depressing, but ample awards were made on Monday, Tuesday and Wednesday of last week, with the above result. On Saturday evening a motor misshap occurred at Cardiff, when a motor lorry owned by Mr. A. Cameron, of Cardiff Road, dashed into the bank while rounding a corner. The front wheel was smashed, but no other damage resulted. It is understood that the accident occurred through the lights failing. "One of the compensations of the teaching profession is that its members are always in contact with the spirit of youth," said Mr. H. Oram, when speaking at the break-up ceremony of the Boys' High School, Palmerston North, last week. He finished: "You will agree," he added, "how much younger the teaching staff appears than the members of the board of governors." Although he was a prohibited person and had been before the Hawera Magistrate's Court three times during the past three months, Harold Gordon Tonks was yesterday again charged with drunkenness. Sergt. Henry said that Tonks had been fined in an hotel earlier in the day, and although he had been warned had taken no heed. Mr. S. MacDonald, J.P., imposed a fine of £2, and allowed seven days in which to pay. When Ratana's Maori party, which returned to New Zealand from England last week, was in Japan, in the course of its tour, the Japanese were greatly taken with the Maori music. In Tokio, for instance, a performance was given in the open air music hall in the middle of Hibiya Park, and was attended by representatives of all nationalities. In addition to items by the string band vocal choruses were also given. It may be a good plan to decorate a town for Christmas or on any other festival, but it is advisable to remove such decorations as soon as the occasion necessitating them has passed. A visitor to Hawera yesterday states that the town had been splendidly decorated with greenery for the festive season, but no attempt has since been made to remove the decorations, which had faded and died, with the result that the general appearance was one of untidiness. He advised that one who visits Hawera in the future should note these things. It is the festive season with its privilege of remembrance for friends far and near in new with us. We are ready for it with a large stock of sensible presents which will be appreciated because of their utility as well as beauty. Call and look them over at your leisure.—Barrops Ltd., Hawera and Stratford.—Advt. [422, 680, 552, 1178]
tide-cell: 4.08 [368, 702, 383, 709]
tide-row [285, 723, 415, 730]
tide-row [285, 647, 415, 654]
tide-cell: 9.33 [368, 737, 383, 744]
outred-text: Large assortment of cotton crepe de chine frocks, 22/6, suitable for beach wear; coloured linen frocks, 32/6; jazz voile frocks, 32/6; smart style cotton georgette frocks, 39/6; Shantung dust coats, splendid quality, 30/-; good value linen dust coats, 49/6; silk jumpers, all colours, from 15/6; assorted underwear from 1/3; silk hosiery, all colours, good value, 3/3 pair; rubber silk hats, eggshell, fine quality, 1/6 each. The House of Good Value—Outred's, High St., Hawera.—Advt. [696, 1113, 826, 1207]
tide-cell: 7.15 [400, 716, 414, 723]
tide-cell: 10.44 [397, 743, 414, 750]
tide-cell: Wed. [316, 564, 332, 571]
hayfever-heading: HAY FEVER. [740, 1207, 782, 1216]
governor-subheading: AUCKLAND'S WELCOME. [855, 615, 942, 624]
newyear-subheading: MANY OUTINGS. [869, 56, 928, 64]
tide-cell: 9.07 [400, 730, 414, 737]
tide-cell: 3.19 [368, 585, 383, 592]
ad-text: FIRE, MARINE, ACCIDENT and MOTOR CAR INSURANCE accepted at LOWEST CURRENT RATES. LIVE STOCK INSURANCE a specialty. M. C. CRIGHTON, Agent. A. & P. Buildings, High Street, Hawera. [285, 138, 415, 182]
tide-cell: 6 [310, 612, 315, 619]
tide-cell: 29 [306, 771, 315, 778]
stratford-text: Motorists who contemplate touring this summer, says the Herald, will be interested in the following information concerning the picturesque route through the Tangarakau Gorge on the Ohura-Stratford Road. At the outset it must be stated that this is an unmetalled highway over almost the whole of its length, and is only passable in dry weather. The road was recently inspected by Mr. T. M. Ball, the district engineer for the Public Works Department, for a distance of 67 miles from the Stratford Post Office. This distance is in good order for motorists, but the worst part is to be found on the Stratford side of the Whangamomona saddle, where the rough papa surface is rapidly improving under traffic. On the other side the drag log is being used with good effect. From Whangamomona onwards no motorist need fear the road, and a wonderful improvement has been effected by the road gangs on the Moki saddle and in the Tangarakau Gorge. The gorge road is again opened for traffic after being blocked since the floods of May last. This should be a wonderful time for the objective of many parties as the summer advances. [696, 878, 826, 1095]
sale-listing: 1-ACRE land and beautiful house situated in the centre of the town; 6 rooms with every possible convenience; built-in wardrobes; large motor shed and workshop; man's room; large fowl-house. This is one of the cheapest places in Hawera. Price, £1550, with £300 cash.—Laurenson & Innes, sole agents. [11, 760, 141, 818]
tide-cell: Thurs. [316, 578, 336, 585]
tide-row [285, 758, 415, 765]
funeral-ad [285, 40, 415, 107]
tide-cell: Thurs. [316, 626, 336, 633]
tide-cell: 1.07 [368, 771, 383, 778]
tide-cell: 10.0 [368, 640, 383, 647]
shipping-ad [148, 40, 278, 122]
tide-cell: Tues. [316, 757, 333, 764]
ad-title: ECONOMIC [187, 945, 238, 955]
tide-cell: 8.24 [368, 619, 383, 626]
ad-text: AND Modern Industrial Conditions have greatly increased the demands upon the EYESIGHT—hence the increasing use of glasses by the younger generations. NATURE has its own way of indicating when the delicate mechanism of the eyes are being overtaxed—usually by sensations as of grit in the eyes, blurring of type, dull, heavy pains about the eyes, and constantly recurring HEADACHES. WARNINGS of this kind should not pass unheeded, and for the future welfare of the eyes OPTICAL AID should be obtained. We are OPTOMETRISTS qualified to examine your eyes and to determine by Scientific Methods the CORRECTING LENSES. [148, 686, 278, 809]
